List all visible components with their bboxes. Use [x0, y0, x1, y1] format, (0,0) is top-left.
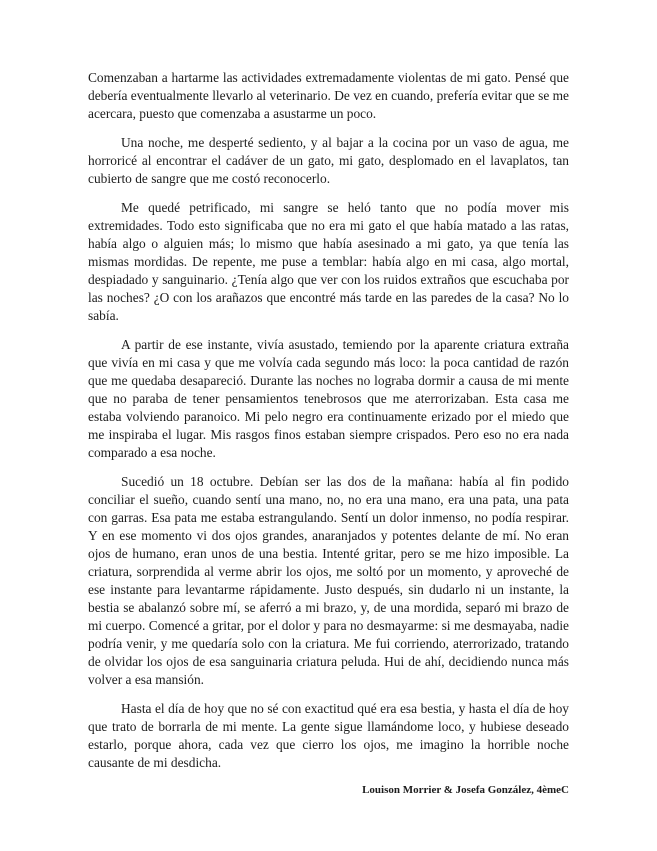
story-paragraph-6: Hasta el día de hoy que no sé con exactitud qué era esa bestia, y hasta el día de hoy que trato de borrarla de mi mente. La gente sigue llamándome loco, y hubiese deseado estarlo, porque ahora, cada vez que cierro los ojos, me imagino la horrible noche causante de mi desdicha. [88, 701, 569, 770]
story-paragraph-2: Una noche, me desperté sediento, y al bajar a la cocina por un vaso de agua, me horroricé al encontrar el cadáver de un gato, mi gato, desplomado en el lavaplatos, tan cubierto de sangre que me costó reconocerlo. [88, 135, 569, 186]
story-paragraph-4: A partir de ese instante, vivía asustado, temiendo por la aparente criatura extraña que vivía en mi casa y que me volvía cada segundo más loco: la poca cantidad de razón que me quedaba desapareció. Durante las noches no lograba dormir a causa de mi mente que no paraba de tener pensamientos tenebrosos que me aterrorizaban. Esta casa me estaba volviendo paranoico. Mi pelo negro era continuamente erizado por el miedo que me inspiraba el lugar. Mis rasgos finos estaban siempre crispados. Pero eso no era nada comparado a esa noche. [88, 337, 569, 460]
story-paragraph-1: Comenzaban a hartarme las actividades extremadamente violentas de mi gato. Pensé que debería eventualmente llevarlo al veterinario. De vez en cuando, prefería evitar que se me acercara, puesto que comenzaba a asustarme un poco. [88, 70, 569, 121]
document-body [88, 69, 569, 797]
story-paragraph-5: Sucedió un 18 octubre. Debían ser las dos de la mañana: había al fin podido conciliar el sueño, cuando sentí una mano, no, no era una mano, era una pata, una pata con garras. Esa pata me estaba estrangulando. Sentí un dolor inmenso, no podía respirar. Y en ese momento vi dos ojos grandes, anaranjados y potentes delante de mí. No eran ojos de humano, eran unos de una bestia. Intenté gritar, pero se me hizo imposible. La criatura, sorprendida al verme abrir los ojos, me soltó por un momento, y aproveché de ese instante para levantarme rápidamente. Justo después, sin dudarlo ni un instante, la bestia se abalanzó sobre mí, se aferró a mi brazo, y, de una mordida, separó mi brazo de mi cuerpo. Comencé a gritar, por el dolor y para no desmayarme: si me desmayaba, nadie podría venir, y me quedaría solo con la criatura. Me fui corriendo, aterrorizado, tratando de olvidar los ojos de esa sanguinaria criatura peluda. Hui de ahí, decidiendo nunca más volver a esa mansión. [88, 474, 569, 687]
author-signature: Louison Morrier & Josefa González, 4èmeC [362, 784, 569, 796]
story-paragraph-3: Me quedé petrificado, mi sangre se heló tanto que no podía mover mis extremidades. Todo esto significaba que no era mi gato el que había matado a las ratas, había algo o alguien más; lo mismo que había asesinado a mi gato, ya que tenía las mismas mordidas. De repente, me puse a temblar: había algo en mi casa, algo mortal, despiadado y sanguinario. ¿Tenía algo que ver con los ruidos extraños que escuchaba por las noches? ¿O con los arañazos que encontré más tarde en las paredes de la casa? No lo sabía. [88, 200, 569, 323]
